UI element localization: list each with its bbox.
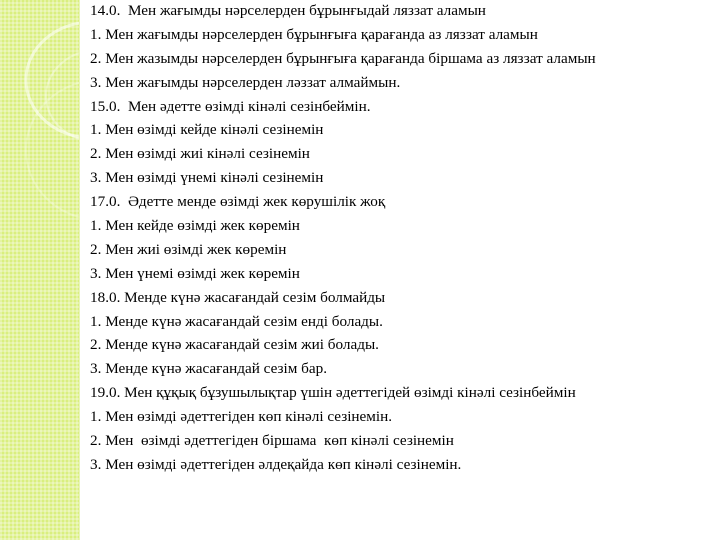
question-14-statement: 14.0. Мен жағымды нәрселерден бұрынғыдай ляззат аламын [90, 2, 486, 19]
question-18-option-2: 2. Менде күнә жасағандай сезім жиі болады. [90, 336, 379, 354]
question-15-option-1: 1. Мен өзімді кейде кінәлі сезінемін [90, 121, 324, 139]
document-body [90, 2, 712, 480]
question-19-statement: 19.0. Мен құқық бұзушылықтар үшін әдеттегідей өзімді кінәлі сезінбеймін [90, 384, 576, 402]
question-19-option-3: 3. Мен өзімді әдеттегіден әлдеқайда көп кінәлі сезінемін. [90, 455, 462, 473]
question-17-statement: 17.0. Әдетте менде өзімді жек көрушілік жоқ [90, 193, 386, 211]
question-17-option-3: 3. Мен үнемі өзімді жек көремін [90, 264, 300, 282]
panel-divider [79, 0, 80, 540]
question-14-option-1: 1. Мен жағымды нәрселерден бұрынғыға қарағанда аз ляззат аламын [90, 25, 538, 43]
question-15-option-2: 2. Мен өзімді жиі кінәлі сезінемін [90, 145, 310, 163]
swirl-decoration [0, 0, 80, 540]
question-18-option-1: 1. Менде күнә жасағандай сезім енді болады. [90, 312, 383, 330]
question-19-option-1: 1. Мен өзімді әдеттегіден көп кінәлі сезінемін. [90, 408, 393, 426]
question-17-option-2: 2. Мен жиі өзімді жек көремін [90, 240, 287, 258]
question-15-option-3: 3. Мен өзімді үнемі кінәлі сезінемін [90, 169, 324, 187]
question-14-option-2: 2. Мен жазымды нәрселерден бұрынғыға қарағанда біршама аз ляззат аламын [90, 49, 596, 67]
question-19-option-2: 2. Мен өзімді әдеттегіден біршама көп кінәлі сезінемін [90, 432, 454, 450]
question-15-statement: 15.0. Мен әдетте өзімді кінәлі сезінбеймін. [90, 97, 371, 115]
question-17-option-1: 1. Мен кейде өзімді жек көремін [90, 217, 300, 235]
question-18-statement: 18.0. Менде күнә жасағандай сезім болмайды [90, 288, 386, 306]
question-18-option-3: 3. Менде күнә жасағандай сезім бар. [90, 360, 327, 378]
question-14-option-3: 3. Мен жағымды нәрселерден ләззат алмаймын. [90, 73, 401, 91]
decorative-side-panel [0, 0, 80, 540]
